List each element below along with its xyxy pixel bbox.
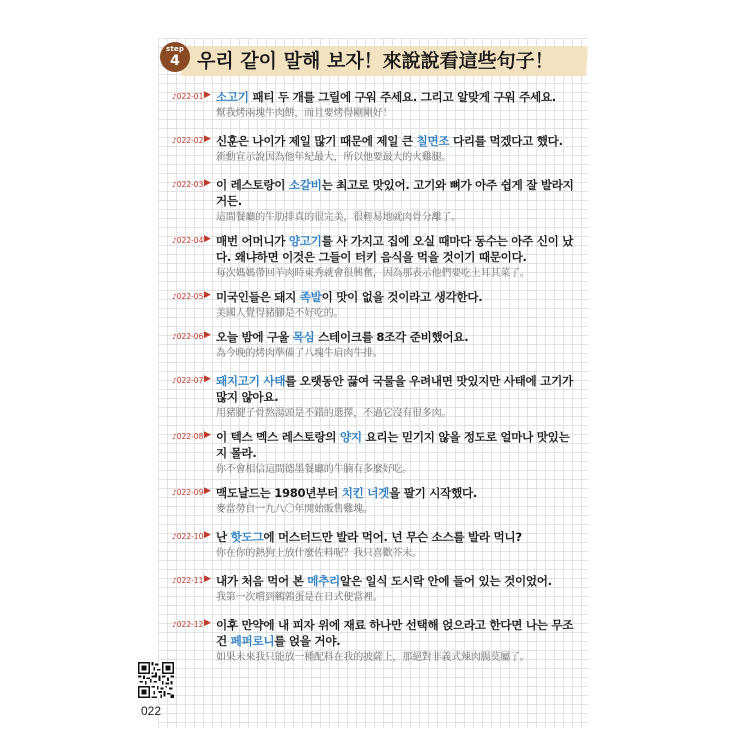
play-arrow-icon: ▶ xyxy=(204,90,211,100)
korean-sentence xyxy=(216,373,578,405)
sentence-text: 난 xyxy=(216,530,231,544)
sentence-text: 내가 처음 먹어 본 xyxy=(216,574,308,588)
chinese-translation: 用豬腱子骨熬湯頭是不錯的選擇，不過它沒有很多肉。 xyxy=(216,408,452,419)
qr-code xyxy=(138,662,174,698)
highlighted-vocabulary: 양고기 xyxy=(288,234,322,248)
highlighted-vocabulary: 소고기 xyxy=(216,90,249,104)
highlighted-vocabulary: 칠면조 xyxy=(416,134,450,148)
track-number: ♪022-01 xyxy=(172,92,204,101)
highlighted-vocabulary: 소갈비 xyxy=(288,178,322,192)
track-number: ♪022-09 xyxy=(172,488,204,497)
sentence-text: 는 최고로 맛있어. 고기와 뼈가 아주 쉽게 잘 발라지거든. xyxy=(216,178,574,208)
sentence-text: 를 얹을 거야. xyxy=(274,634,341,648)
play-arrow-icon: ▶ xyxy=(204,234,211,244)
page-number: 022 xyxy=(141,704,162,718)
play-arrow-icon: ▶ xyxy=(204,618,211,628)
korean-sentence xyxy=(216,177,578,209)
korean-sentence xyxy=(216,133,578,149)
sentence-text: 패티 두 개를 그릴에 구워 주세요. 그리고 알맞게 구워 주세요. xyxy=(248,90,556,104)
track-number: ♪022-07 xyxy=(172,376,204,385)
sentence-text: 를 사 가지고 집에 오실 때마다 동수는 아주 신이 났다. 왜냐하면 이것은 그들이 터키 음식을 먹을 것이기 때문이다. xyxy=(216,234,574,264)
play-arrow-icon: ▶ xyxy=(204,430,211,440)
track-number: ♪022-03 xyxy=(172,180,204,189)
chinese-translation: 我第一次嚐到鵪鶉蛋是在日式便當裡。 xyxy=(216,592,383,603)
step-badge xyxy=(160,42,190,72)
section-title: 우리 같이 말해 보자！來說說看這些句子！ xyxy=(197,50,554,72)
sentence-text: 에 머스터드만 발라 먹어. 넌 무슨 소스를 발라 먹니? xyxy=(263,530,522,544)
chinese-translation: 為今晚的烤肉準備了八塊牛肩肉牛排。 xyxy=(216,348,383,359)
track-number: ♪022-08 xyxy=(172,432,204,441)
track-number: ♪022-10 xyxy=(172,532,204,541)
chinese-translation: 你在你的熱狗上放什麼佐料呢？我只喜歡芥末。 xyxy=(216,548,422,559)
track-number: ♪022-11 xyxy=(172,576,204,585)
play-arrow-icon: ▶ xyxy=(204,530,211,540)
sentence-text: 이 텍스 멕스 레스토랑의 xyxy=(216,430,340,444)
chinese-translation: 你不會相信這間德墨餐廳的牛腩有多麼好吃。 xyxy=(216,464,412,475)
play-arrow-icon: ▶ xyxy=(204,330,211,340)
chinese-translation: 幫我烤兩塊牛肉餅，而且要烤得剛剛好！ xyxy=(216,108,393,119)
korean-sentence xyxy=(216,429,578,461)
korean-sentence xyxy=(216,289,578,305)
sentence-text: 알은 일식 도시락 안에 들어 있는 것이었어. xyxy=(339,574,552,588)
highlighted-vocabulary: 페퍼로니 xyxy=(230,634,275,648)
highlighted-vocabulary: 족발 xyxy=(299,290,322,304)
track-number: ♪022-04 xyxy=(172,236,204,245)
sentence-text: 미국인들은 돼지 xyxy=(216,290,300,304)
play-arrow-icon: ▶ xyxy=(204,290,211,300)
section-header xyxy=(160,42,590,82)
chinese-translation: 這間餐廳的牛肋排真的很完美，很輕易地就肉骨分離了。 xyxy=(216,212,461,223)
play-arrow-icon: ▶ xyxy=(204,178,211,188)
chinese-translation: 麥當勞自一九八〇年開始販售雞塊。 xyxy=(216,504,373,515)
korean-sentence xyxy=(216,329,578,345)
korean-sentence xyxy=(216,617,578,649)
sentence-text: 를 오랫동안 끓여 국물을 우려내면 맛있지만 사태에 고기가 많지 않아요. xyxy=(216,374,573,404)
track-number: ♪022-06 xyxy=(172,332,204,341)
play-arrow-icon: ▶ xyxy=(204,374,211,384)
track-number: ♪022-12 xyxy=(172,620,204,629)
highlighted-vocabulary: 치킨 너겟 xyxy=(341,486,390,500)
play-arrow-icon: ▶ xyxy=(204,574,211,584)
sentence-text: 이 레스토랑이 xyxy=(216,178,289,192)
sentence-text: 다리를 먹겠다고 했다. xyxy=(449,134,563,148)
korean-sentence xyxy=(216,89,578,105)
korean-sentence xyxy=(216,573,578,589)
korean-sentence xyxy=(216,485,578,501)
sentence-text: 맥도날드는 1980년부터 xyxy=(216,486,342,500)
sentence-text: 요리는 믿기지 않을 정도로 얼마나 맛있는지 몰라. xyxy=(216,430,570,460)
track-number: ♪022-05 xyxy=(172,292,204,301)
highlighted-vocabulary: 메추리 xyxy=(307,574,340,588)
sentence-text: 이후 만약에 내 피자 위에 재료 하나만 선택해 얹으라고 한다면 나는 무조건 xyxy=(216,618,574,648)
highlighted-vocabulary: 양지 xyxy=(339,430,362,444)
sentence-text: 이 맛이 없을 것이라고 생각한다. xyxy=(321,290,483,304)
step-number: 4 xyxy=(170,53,180,69)
chinese-translation: 新勳宣示說因為他年紀最大，所以他要最大的火雞腿。 xyxy=(216,152,452,163)
track-number: ♪022-02 xyxy=(172,136,204,145)
play-arrow-icon: ▶ xyxy=(204,486,211,496)
chinese-translation: 每次媽媽帶回羊肉時東秀就會很興奮，因為那表示他們要吃土耳其菜了。 xyxy=(216,268,530,279)
chinese-translation: 美國人覺得豬腳是不好吃的。 xyxy=(216,308,344,319)
highlighted-vocabulary: 핫도그 xyxy=(230,530,264,544)
highlighted-vocabulary: 목심 xyxy=(292,330,315,344)
play-arrow-icon: ▶ xyxy=(204,134,211,144)
sentence-text: 신훈은 나이가 제일 많기 때문에 제일 큰 xyxy=(216,134,417,148)
sentence-text: 오늘 밤에 구울 xyxy=(216,330,293,344)
sentence-text: 매번 어머니가 xyxy=(216,234,289,248)
korean-sentence xyxy=(216,233,578,265)
step-label: step xyxy=(165,45,185,53)
korean-sentence xyxy=(216,529,578,545)
sentence-text: 스테이크를 8조각 준비했어요. xyxy=(314,330,469,344)
highlighted-vocabulary: 돼지고기 사태 xyxy=(216,374,286,388)
chinese-translation: 如果未來我只能放一種配料在我的披薩上，那絕對非義式辣肉腸莫屬了。 xyxy=(216,652,530,663)
sentence-text: 을 팔기 시작했다. xyxy=(389,486,477,500)
